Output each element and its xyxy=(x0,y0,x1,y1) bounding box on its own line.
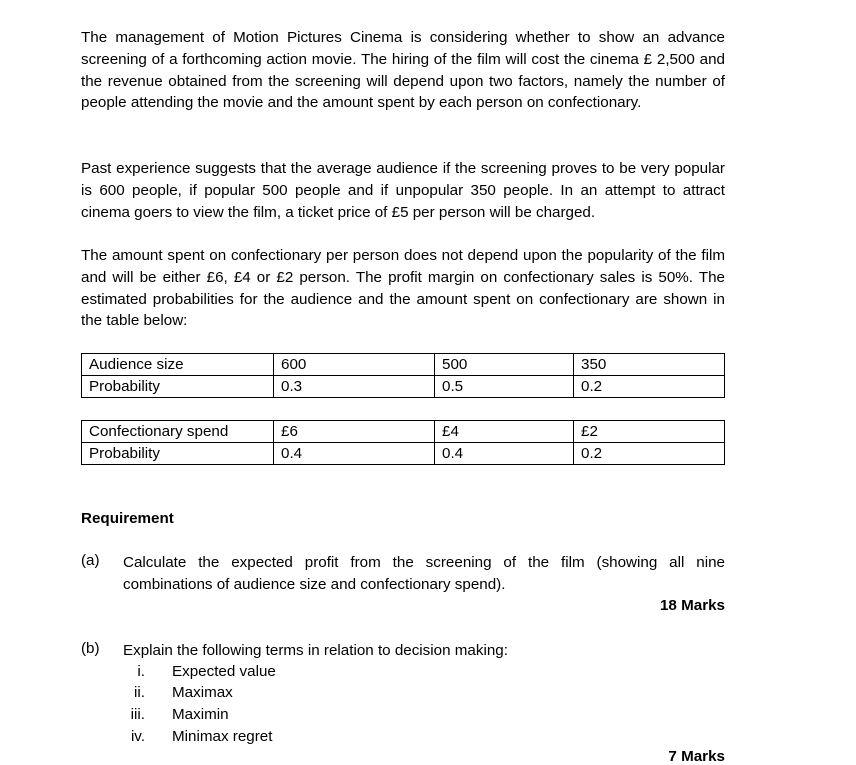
table-row xyxy=(82,443,725,465)
list-item-term: Maximax xyxy=(172,684,233,701)
question-a-text: Calculate the expected profit from the screening of the film (showing all nine combinations of audience size and confectionary spend). xyxy=(123,554,725,593)
table-row xyxy=(82,421,725,443)
list-item-term: Minimax regret xyxy=(172,728,273,745)
list-item-number: iv. xyxy=(130,728,145,745)
question-a-marks: 18 Marks xyxy=(659,597,725,614)
table-cell: 0.3 xyxy=(274,376,435,398)
question-b-marks: 7 Marks xyxy=(668,748,725,765)
question-a-label: (a) xyxy=(81,552,100,569)
table-cell: Probability xyxy=(82,443,274,465)
list-item-number: i. xyxy=(137,663,145,680)
audience-paragraph: Past experience suggests that the average audience if the screening proves to be very popular is 600 people, if popular 500 people and if unpopular 350 people. In an attempt to attract cinema goers to view the film, a ticket price of £5 per person will be charged. xyxy=(81,160,725,221)
table-cell: Audience size xyxy=(82,354,274,376)
question-b-text: Explain the following terms in relation to decision making: xyxy=(123,642,508,659)
table-cell: 350 xyxy=(574,354,725,376)
table-cell: Probability xyxy=(82,376,274,398)
requirement-heading: Requirement xyxy=(81,510,174,527)
list-item-term: Expected value xyxy=(172,663,276,680)
list-item-term: Maximin xyxy=(172,706,229,723)
table-cell: £6 xyxy=(274,421,435,443)
question-b-label: (b) xyxy=(81,640,100,657)
table-row xyxy=(82,354,725,376)
list-item-number: iii. xyxy=(130,706,145,723)
confectionary-table xyxy=(81,420,725,465)
confectionary-paragraph: The amount spent on confectionary per person does not depend upon the popularity of the film and will be either £6, £4 or £2 person. The profit margin on confectionary sales is 50%. The estimated probabilities for the audience and the amount spent on confectionary are shown in the table below: xyxy=(81,247,725,330)
table-row xyxy=(82,376,725,398)
list-item-number: ii. xyxy=(134,684,145,701)
intro-paragraph: The management of Motion Pictures Cinema is considering whether to show an advance screening of a forthcoming action movie. The hiring of the film will cost the cinema £ 2,500 and the revenue obtained from the screening will depend upon two factors, namely the number of people attending the movie and the amount spent by each person on confectionary. xyxy=(81,29,725,112)
table-cell: 500 xyxy=(435,354,574,376)
table-cell: Confectionary spend xyxy=(82,421,274,443)
table-cell: 600 xyxy=(274,354,435,376)
table-cell: £2 xyxy=(574,421,725,443)
table-cell: £4 xyxy=(435,421,574,443)
table-cell: 0.2 xyxy=(574,443,725,465)
audience-table xyxy=(81,353,725,398)
table-cell: 0.5 xyxy=(435,376,574,398)
table-cell: 0.2 xyxy=(574,376,725,398)
table-cell: 0.4 xyxy=(435,443,574,465)
table-cell: 0.4 xyxy=(274,443,435,465)
